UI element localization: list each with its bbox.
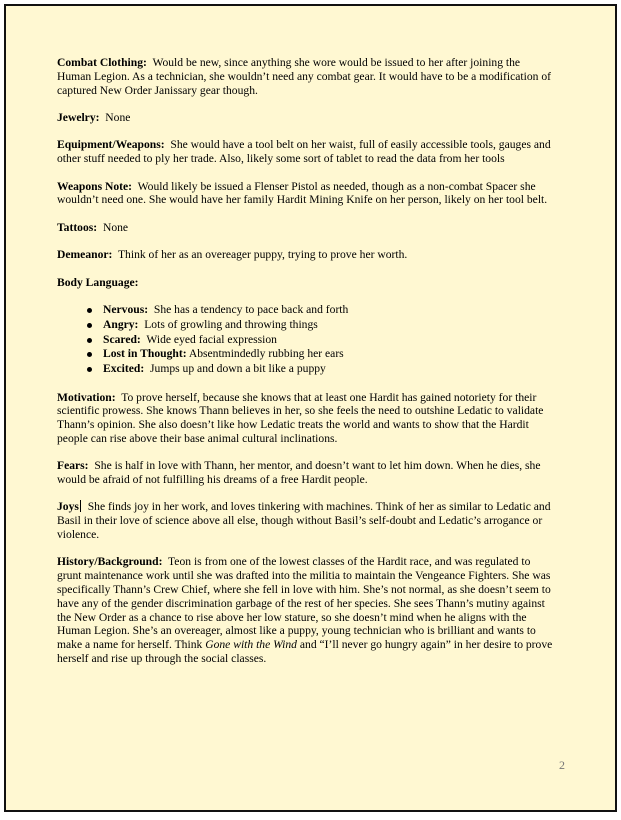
section-text: Would likely be issued a Flenser Pistol as needed, though as a non-combat Spacer she wouldn’t need one. She would have her family Hardit Mining Knife on her person, likely on her tool belt. (57, 179, 548, 207)
item-text: Absentmindedly rubbing her ears (188, 347, 344, 361)
section-label: Jewelry: (57, 110, 100, 124)
item-text: Wide eyed facial expression (146, 332, 277, 346)
section-label: Demeanor: (57, 248, 113, 262)
bullet-icon (87, 323, 92, 328)
body-language-heading (57, 276, 557, 290)
section-label: Motivation: (57, 390, 116, 404)
section-label: History/Background: (57, 555, 163, 569)
combat-clothing-paragraph (57, 56, 557, 97)
joys-paragraph[interactable] (57, 500, 557, 541)
section-text: None (105, 110, 131, 124)
section-label: Combat Clothing: (57, 56, 147, 69)
bullet-icon (87, 352, 92, 357)
list-item (57, 303, 557, 318)
section-label: Fears: (57, 459, 89, 473)
demeanor-paragraph (57, 248, 557, 262)
bullet-icon (87, 308, 92, 313)
section-text: She finds joy in her work, and loves tinkering with machines. Think of her as similar to Ledatic and Basil in their love of science above all else, though without Basil’s self-doubt and Ledatic’s arrogance or violence. (57, 500, 551, 542)
section-text: Think of her as an overeager puppy, trying to prove her worth. (117, 248, 408, 262)
list-item (57, 318, 557, 333)
section-text: Would be new, since anything she wore would be issued to her after joining the Human Legion. As a technician, she wouldn’t need any combat gear. It would have to be a modification of captured New Order Janissary gear though. (57, 56, 551, 97)
item-label: Scared: (103, 332, 141, 346)
section-text: She would have a tool belt on her waist, full of easily accessible tools, gauges and other stuff needed to ply her trade. Also, likely some sort of tablet to read the data from her tools (57, 138, 551, 166)
weapons-note-paragraph (57, 180, 557, 208)
page-number: 2 (559, 758, 565, 772)
section-text: None (102, 220, 129, 234)
section-label: Body Language: (57, 275, 139, 289)
document-page (4, 4, 617, 812)
item-text: Jumps up and down a bit like a puppy (150, 362, 326, 376)
italic-title: Gone with the Wind (205, 638, 297, 652)
section-text-continued: and “I’ll never go hungry again” in her desire to prove herself and rise up through the social classes. (57, 638, 553, 666)
body-language-list (57, 303, 557, 377)
item-label: Angry: (103, 317, 139, 331)
section-label: Joys (57, 500, 79, 514)
section-label: Tattoos: (57, 220, 98, 234)
fears-paragraph (57, 459, 557, 487)
page-content (57, 56, 557, 679)
item-label: Lost in Thought: (103, 347, 187, 361)
bullet-icon (87, 338, 92, 343)
section-text: Teon is from one of the lowest classes of the Hardit race, and was regulated to grunt maintenance work until she was drafted into the militia to maintain the Vengeance Fighters. She was specifically Thann’s Crew Chief, where she fell in love with him. She’s not normal, as she doesn’t seem to have any of the gender discrimination garbage of the rest of her species. She sees Thann’s mutiny against the New Order as a chance to rise above her low stature, so she doesn’t mind when he aligns with the Human Legion. She’s an overeager, almost like a puppy, young technician who is brilliant and wants to make a name for herself. Think (57, 555, 551, 652)
motivation-paragraph (57, 391, 557, 446)
equipment-weapons-paragraph (57, 138, 557, 166)
item-label: Excited: (103, 362, 145, 376)
item-text: She has a tendency to pace back and forth (153, 302, 349, 316)
item-label: Nervous: (103, 302, 149, 316)
history-paragraph (57, 555, 557, 665)
section-text: To prove herself, because she knows that at least one Hardit has gained notoriety for their scientific prowess. She knows Thann believes in her, so she feels the need to outshine Ledatic to validate Thann’s opinion. She also doesn’t like how Ledatic treats the world and wants to show that the Hardit people can rise above their base animal cultural inclinations. (57, 390, 544, 445)
section-label: Weapons Note: (57, 179, 133, 193)
list-item (57, 347, 557, 362)
jewelry-paragraph (57, 111, 557, 125)
text-cursor (80, 500, 81, 512)
list-item (57, 362, 557, 377)
section-label: Equipment/Weapons: (57, 138, 165, 152)
list-item (57, 333, 557, 348)
tattoos-paragraph (57, 221, 557, 235)
section-text: She is half in love with Thann, her mentor, and doesn’t want to let him down. When he dies, she would be afraid of not fulfilling his dreams of a free Hardit people. (57, 459, 541, 487)
bullet-icon (87, 367, 92, 372)
item-text: Lots of growling and throwing things (144, 317, 318, 331)
